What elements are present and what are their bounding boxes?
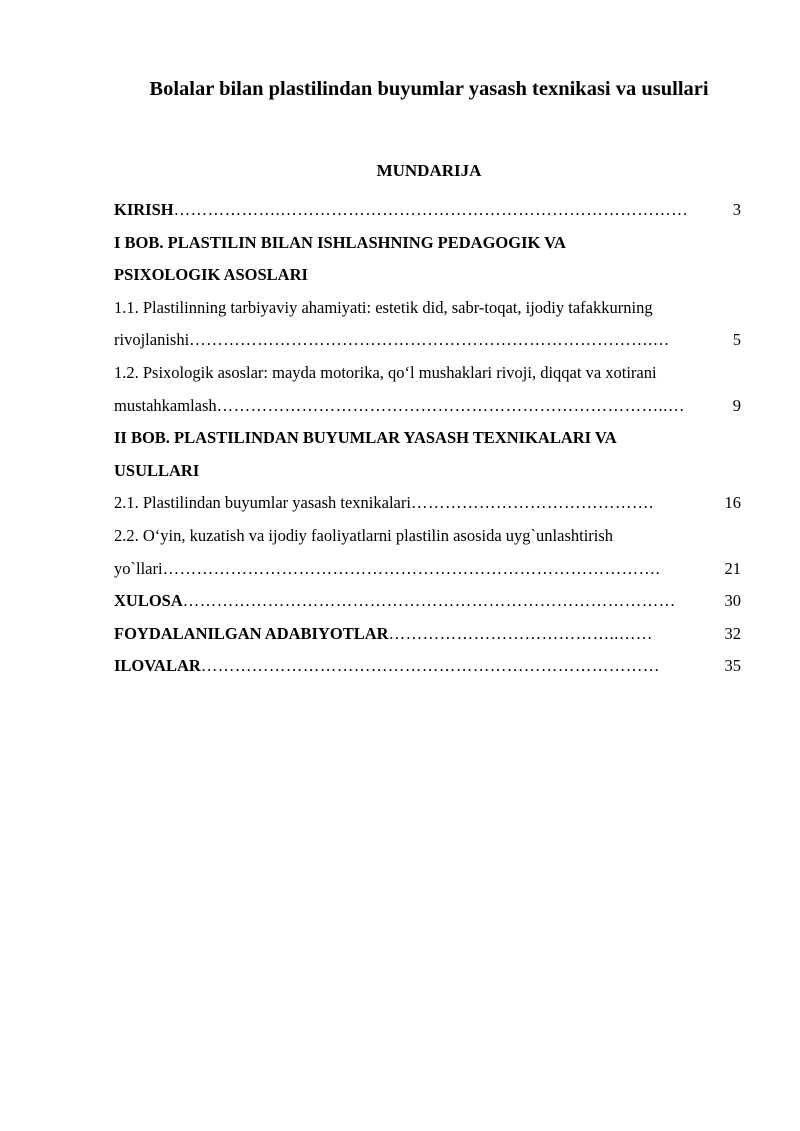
toc-leader-dots: ……………….……………………………………………………………… — [173, 200, 689, 219]
toc-leader-dots: ……………………………………………………………………………. — [162, 558, 661, 578]
toc-entry-ilovalar[interactable] — [114, 655, 741, 677]
toc-section-2-2-line-2[interactable] — [114, 558, 741, 580]
toc-chapter-2-line-1[interactable]: II BOB. PLASTILINDAN BUYUMLAR YASASH TEXNIKALARI VA — [114, 428, 617, 448]
toc-chapter-2-line-2[interactable]: USULLARI — [114, 460, 200, 480]
toc-section-1-2-line-2[interactable] — [114, 395, 741, 417]
toc-chapter-1-line-2[interactable]: PSIXOLOGIK ASOSLARI — [114, 265, 308, 285]
toc-leader-dots: …………………………………………………………………………… — [182, 591, 676, 611]
toc-leader-dots: …………………………………..…… — [388, 623, 653, 643]
toc-leader-dots: ……………………………………………………………………..… — [216, 395, 685, 415]
toc-page-number: 5 — [732, 330, 741, 350]
toc-entry-label: mustahkamlash — [114, 395, 217, 415]
toc-entry-label: XULOSA — [114, 591, 183, 611]
toc-page-number: 21 — [724, 558, 741, 578]
toc-page-number: 30 — [724, 591, 741, 611]
toc-entry-label: ILOVALAR — [114, 656, 201, 676]
toc-section-1-2-line-1[interactable]: 1.2. Psixologik asoslar: mayda motorika, qo‘l mushaklari rivoji, diqqat va xotirani — [114, 362, 657, 382]
toc-chapter-1-line-1[interactable]: I BOB. PLASTILIN BILAN ISHLASHNING PEDAGOGIK VA — [114, 232, 566, 252]
toc-page-number: 3 — [732, 200, 741, 219]
toc-entry-label: FOYDALANILGAN ADABIYOTLAR — [114, 623, 389, 643]
toc-section-2-1[interactable] — [114, 492, 741, 514]
toc-section-1-1-line-1[interactable]: 1.1. Plastilinning tarbiyaviy ahamiyati: estetik did, sabr-toqat, ijodiy tafakkurning — [114, 297, 653, 317]
toc-entry-label: 2.1. Plastilindan buyumlar yasash texnikalari — [114, 493, 411, 513]
toc-page-number: 16 — [724, 493, 741, 513]
toc-heading: MUNDARIJA — [376, 161, 482, 180]
toc-page-number: 9 — [732, 395, 741, 415]
toc-leader-dots: ……………………………………………………………………… — [200, 656, 660, 676]
toc-section-1-1-line-2[interactable] — [114, 329, 741, 351]
toc-page-number: 35 — [724, 656, 741, 676]
toc-entry-label: KIRISH — [114, 200, 174, 219]
toc-entry-label: rivojlanishi — [114, 330, 190, 350]
toc-entry-xulosa[interactable] — [114, 590, 741, 612]
table-of-contents — [114, 199, 741, 688]
document-title: Bolalar bilan plastilindan buyumlar yasash texnikasi va usullari — [149, 78, 709, 100]
toc-section-2-2-line-1[interactable]: 2.2. O‘yin, kuzatish va ijodiy faoliyatlarni plastilin asosida uyg`unlashtirish — [114, 525, 614, 545]
toc-page-number: 32 — [724, 623, 741, 643]
toc-leader-dots: ……………………………………. — [410, 493, 654, 513]
toc-entry-kirish[interactable] — [114, 199, 741, 221]
toc-entry-label: yo`llari — [114, 558, 163, 578]
toc-entry-foydalanilgan-adabiyotlar[interactable] — [114, 623, 741, 645]
toc-leader-dots: ……………………………………………………………………….… — [189, 330, 670, 350]
